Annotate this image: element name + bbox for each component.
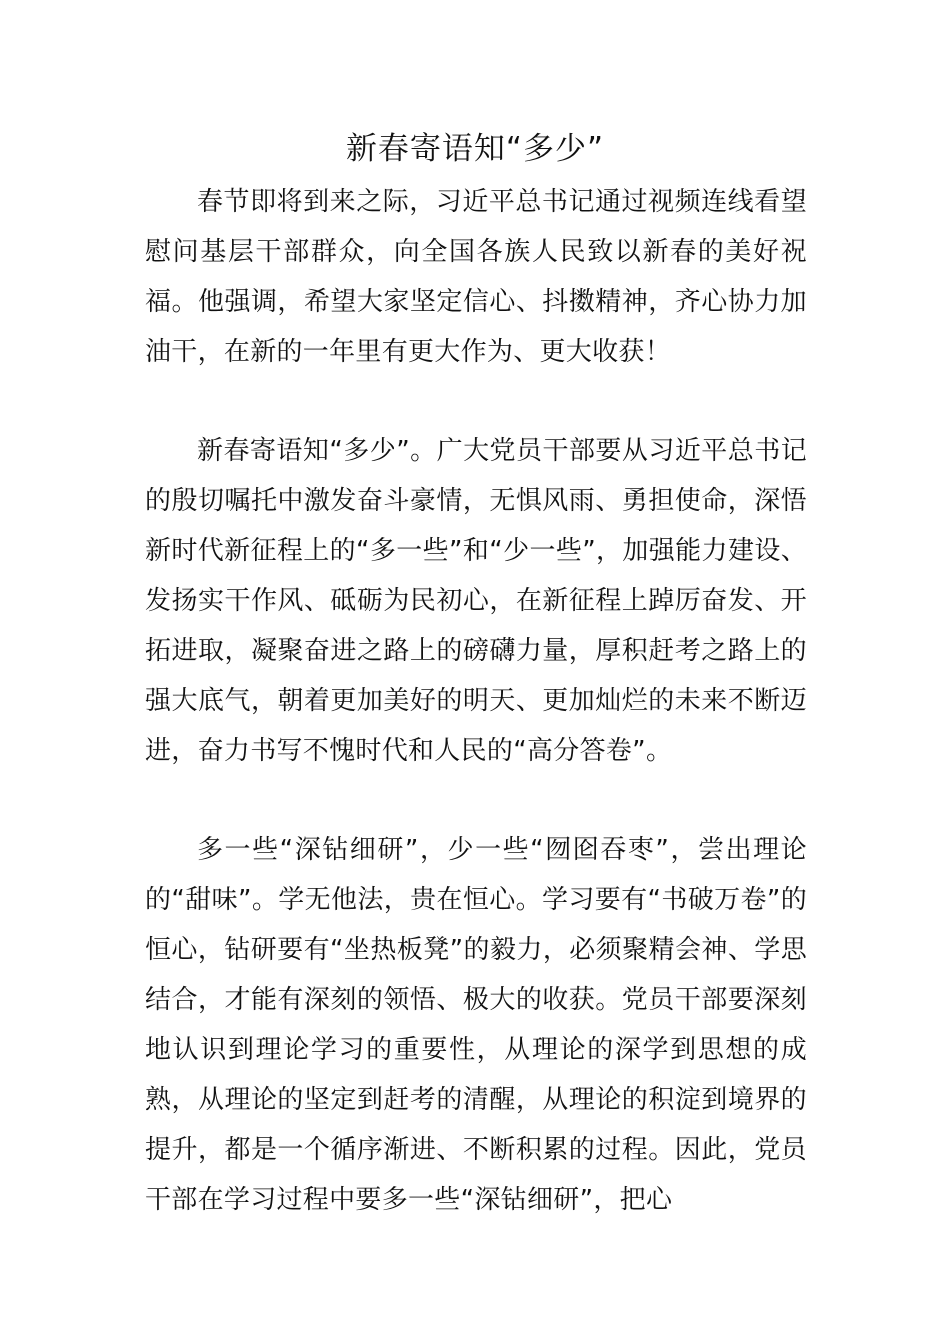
paragraph-2: 新春寄语知“多少”。广大党员干部要从习近平总书记的殷切嘱托中激发奋斗豪情，无惧风雨、勇担使命，深悟新时代新征程上的“多一些”和“少一些”，加强能力建设、发扬实干作风、砥砺为民初心，在新征程上踔厉奋发、开拓进取，凝聚奋进之路上的磅礴力量，厚积赶考之路上的强大底气，朝着更加美好的明天、更加灿烂的未来不断迈进，奋力书写不愧时代和人民的“高分答卷”。 bbox=[145, 436, 807, 766]
document-title: 新春寄语知“多少” bbox=[345, 131, 605, 167]
paragraph-1: 春节即将到来之际，习近平总书记通过视频连线看望慰问基层干部群众，向全国各族人民致以新春的美好祝福。他强调，希望大家坚定信心、抖擞精神，齐心协力加油干，在新的一年里有更大作为、更大收获！ bbox=[145, 187, 807, 367]
paragraph-3: 多一些“深钻细研”，少一些“囫囵吞枣”，尝出理论的“甜味”。学无他法，贵在恒心。学习要有“书破万卷”的恒心，钻研要有“坐热板凳”的毅力，必须聚精会神、学思结合，才能有深刻的领悟、极大的收获。党员干部要深刻地认识到理论学习的重要性，从理论的深学到思想的成熟，从理论的坚定到赶考的清醒，从理论的积淀到境界的提升，都是一个循序渐进、不断积累的过程。因此，党员干部在学习过程中要多一些“深钻细研”，把心 bbox=[145, 835, 807, 1215]
